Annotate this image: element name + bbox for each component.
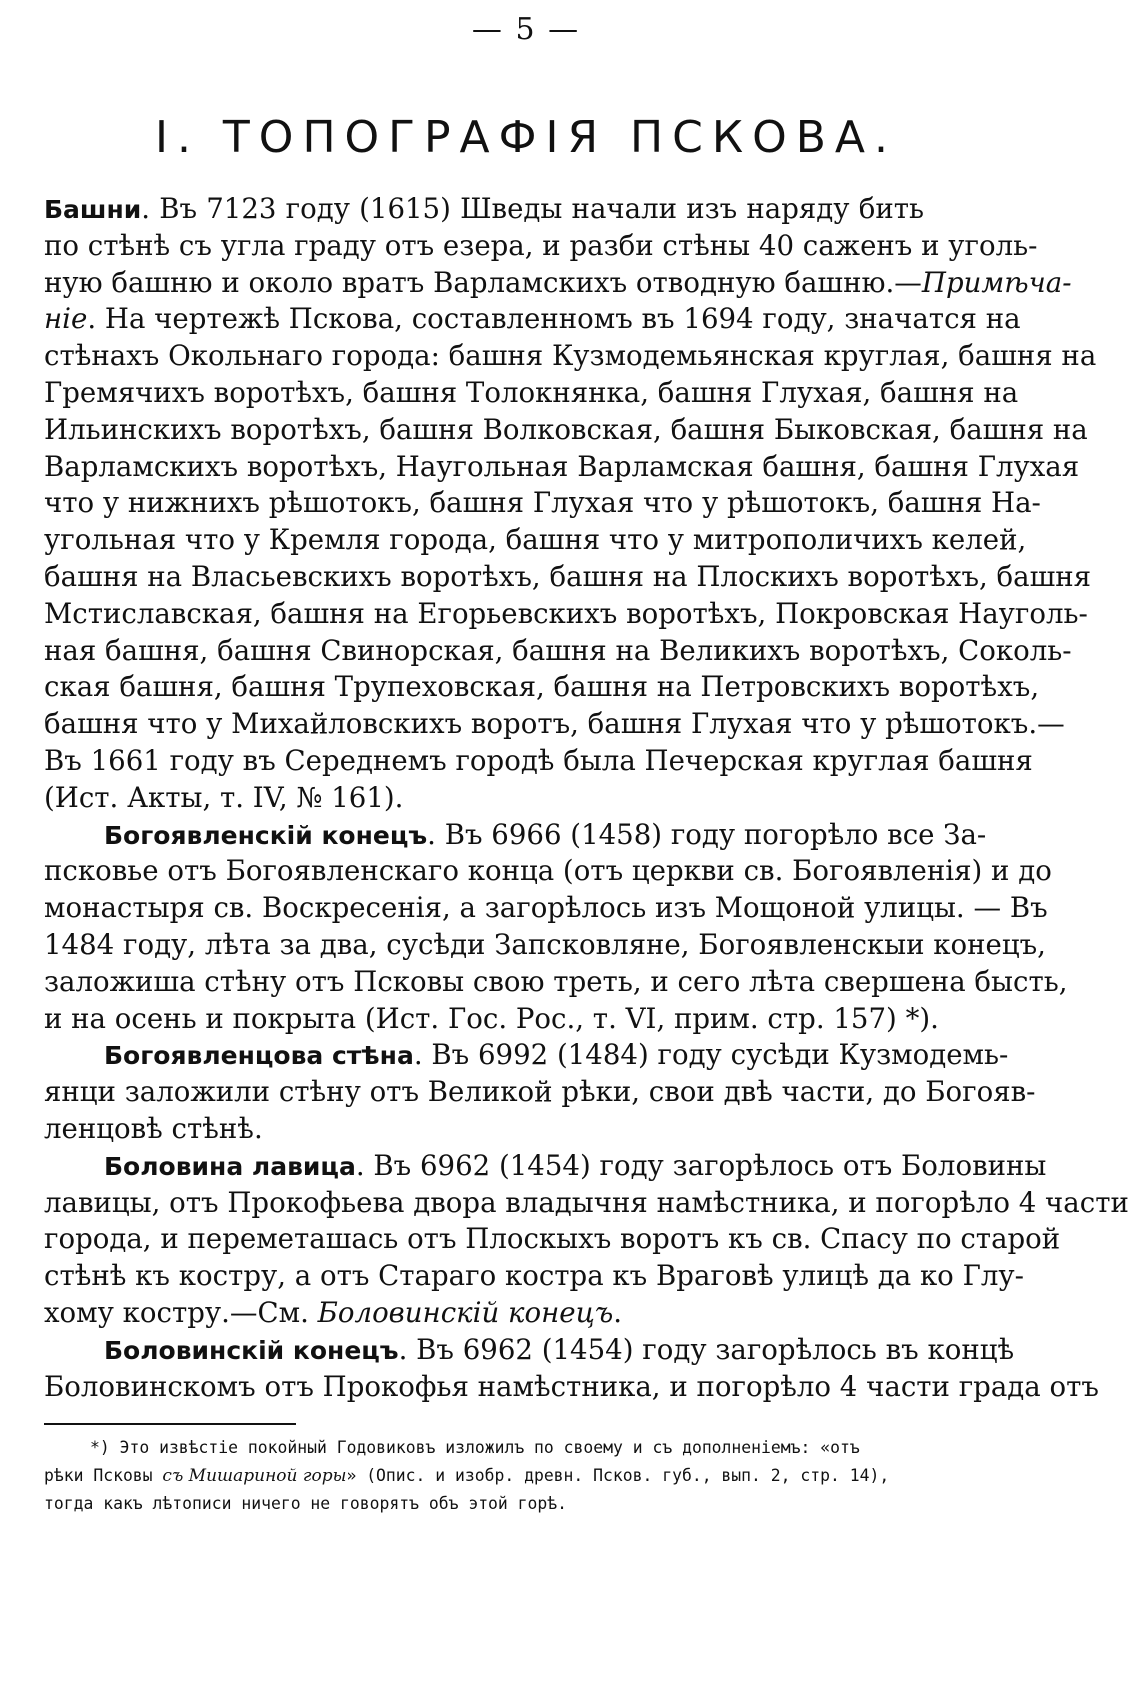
text-line <box>44 964 1068 1001</box>
line-text: заложиша стѣну отъ Псковы свою треть, и сего лѣта свершена бысть, <box>44 964 1068 998</box>
text-line <box>44 1185 1129 1222</box>
line-text: . Въ 6962 (1454) году загорѣлось въ концѣ <box>398 1332 1015 1366</box>
entry-first-line <box>44 1148 1047 1185</box>
italic-text: Примѣча- <box>921 265 1072 299</box>
footnote-line: *) Это извѣстіе покойный Годовиковъ изложилъ по своему и съ дополненіемъ: «отъ <box>90 1438 860 1457</box>
line-text: ную башню и около вратъ Варламскихъ отводную башню.— <box>44 265 922 299</box>
line-text: 1484 году, лѣта за два, сусѣди Запсковляне, Богоявленскыи конецъ, <box>44 927 1046 961</box>
line-text: . Въ 6962 (1454) году загорѣлось отъ Боловины <box>355 1148 1047 1182</box>
footnote-line: рѣки Псковы съ Мишариной горы» (Опис. и изобр. древн. Псков. губ., вып. 2, стр. 14), <box>44 1466 890 1486</box>
entry-heading: Богоявленскій конецъ <box>104 820 428 850</box>
line-text: Боловинскомъ отъ Прокофья намѣстника, и погорѣло 4 части града отъ <box>44 1369 1099 1403</box>
line-text: . На чертежѣ Пскова, составленномъ въ 1694 году, значатся на <box>87 302 1021 336</box>
text-line <box>44 412 1088 449</box>
line-text: Варламскихъ воротѣхъ, Наугольная Варламская башня, башня Глухая <box>44 449 1080 483</box>
line-text: ленцовѣ стѣнѣ. <box>44 1111 263 1145</box>
text-line <box>44 706 1065 743</box>
line-text: Мстиславская, башня на Егорьевскихъ воротѣхъ, Покровская Науголь- <box>44 596 1088 630</box>
footnote <box>44 1434 924 1518</box>
text-line <box>44 559 1092 596</box>
line-text: Ильинскихъ воротѣхъ, башня Волковская, башня Быковская, башня на <box>44 412 1088 446</box>
italic-text: ніе <box>44 302 88 336</box>
text-line <box>44 1074 1036 1111</box>
line-text: Въ 1661 году въ Середнемъ городѣ была Печерская круглая башня <box>44 743 1033 777</box>
entry-heading: Богоявленцова стѣна <box>104 1041 414 1071</box>
text-line <box>44 265 1072 302</box>
text-line <box>44 301 1021 338</box>
text-line <box>44 633 1072 670</box>
entry-heading: Башни <box>44 195 142 224</box>
text-line <box>44 669 1040 706</box>
text-line <box>44 596 1088 633</box>
line-text: Гремячихъ воротѣхъ, башня Толокнянка, башня Глухая, башня на <box>44 375 1019 409</box>
text-line <box>44 338 1097 375</box>
line-text: псковье отъ Богоявленскаго конца (отъ церкви св. Богоявленія) и до <box>44 854 1052 888</box>
text-line <box>44 1369 1099 1406</box>
text-line <box>44 1221 1061 1258</box>
footnote-line: тогда какъ лѣтописи ничего не говорятъ объ этой горѣ. <box>44 1494 568 1513</box>
line-text: башня что у Михайловскихъ воротъ, башня Глухая что у рѣшотокъ.— <box>44 707 1065 741</box>
text-line <box>44 375 1019 412</box>
line-text: янци заложили стѣну отъ Великой рѣки, свои двѣ части, до Богояв- <box>44 1075 1036 1109</box>
text-line <box>44 853 1052 890</box>
line-text: ская башня, башня Трупеховская, башня на Петровскихъ воротѣхъ, <box>44 670 1040 704</box>
line-text: что у нижнихъ рѣшотокъ, башня Глухая что у рѣшотокъ, башня На- <box>44 486 1041 520</box>
line-text: лавицы, отъ Прокофьева двора владычня намѣстника, и погорѣло 4 части <box>44 1185 1129 1219</box>
text-line <box>44 449 1080 486</box>
text-line <box>44 1001 939 1038</box>
entry-first-line <box>44 817 987 854</box>
text-line <box>44 1295 924 1332</box>
entry-heading: Боловинскій конецъ <box>104 1335 399 1365</box>
line-text: ная башня, башня Свинорская, башня на Великихъ воротѣхъ, Соколь- <box>44 633 1072 667</box>
line-text: башня на Власьевскихъ воротѣхъ, башня на Плоскихъ воротѣхъ, башня <box>44 559 1092 593</box>
line-text: . Въ 6966 (1458) году погорѣло все За- <box>427 817 987 851</box>
entry-heading: Боловина лавица <box>104 1151 356 1181</box>
line-text: стѣнѣ къ костру, а отъ Стараго костра къ Враговѣ улицѣ да ко Глу- <box>44 1259 1024 1293</box>
line-text: . Въ 7123 году (1615) Шведы начали изъ наряду бить <box>141 192 924 225</box>
entry-first-line <box>44 191 924 228</box>
text-line <box>44 485 1041 522</box>
footnote-divider <box>44 1423 296 1425</box>
line-text: . <box>613 1295 623 1329</box>
line-text: и на осень и покрыта (Ист. Гос. Рос., т. VI, прим. стр. 157) *). <box>44 1001 939 1035</box>
text-line <box>44 1111 924 1148</box>
text-line <box>44 780 924 817</box>
text-line <box>44 1258 1024 1295</box>
text-line <box>44 522 1027 559</box>
text-line <box>44 927 1046 964</box>
text-line <box>44 228 1038 265</box>
entry-first-line <box>44 1332 1015 1369</box>
line-text: монастыря св. Воскресенія, а загорѣлось изъ Мощоной улицы. — Въ <box>44 891 1048 925</box>
page-number: — 5 — <box>471 12 581 47</box>
text-line <box>44 890 1048 927</box>
body-text <box>44 191 1129 1405</box>
line-text: стѣнахъ Окольнаго города: башня Кузмодемьянская круглая, башня на <box>44 339 1097 373</box>
text-line <box>44 743 1033 780</box>
line-text: города, и переметашась отъ Плоскыхъ воротъ къ св. Спасу по старой <box>44 1222 1061 1256</box>
chapter-title: I. ТОПОГРАФІЯ ПСКОВА. <box>154 112 897 163</box>
line-text: . Въ 6992 (1484) году сусѣди Кузмодемь- <box>413 1038 1009 1072</box>
line-text: по стѣнѣ съ угла граду отъ езера, и разби стѣны 40 саженъ и уголь- <box>44 228 1038 262</box>
entry-first-line <box>44 1037 1009 1074</box>
line-text: (Ист. Акты, т. IV, № 161). <box>44 780 404 814</box>
line-text: хому костру.—См. <box>44 1295 318 1329</box>
line-text: угольная что у Кремля города, башня что у митрополичихъ келей, <box>44 523 1027 557</box>
italic-text: Боловинскій конецъ <box>317 1295 614 1329</box>
